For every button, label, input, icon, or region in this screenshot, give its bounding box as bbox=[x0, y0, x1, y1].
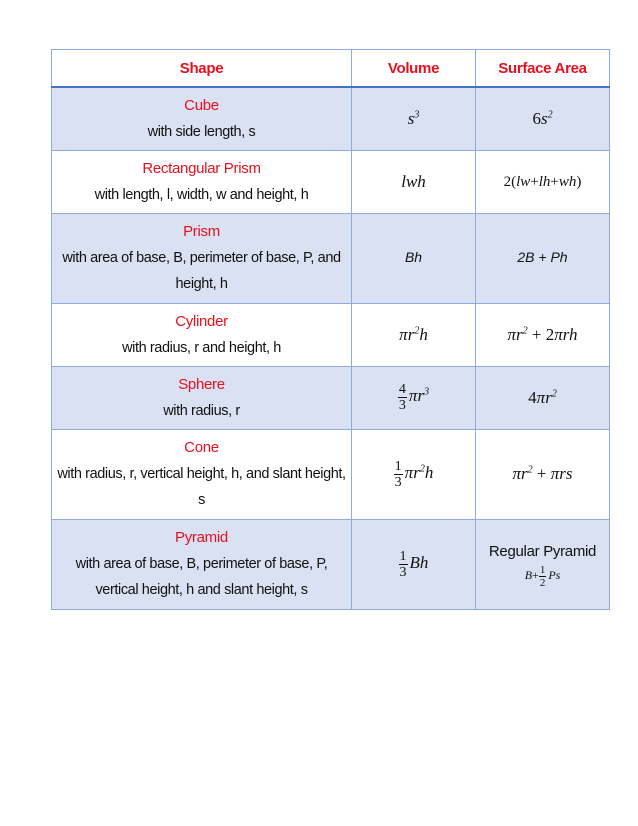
volume-formula: $\frac{1}{3}$ Bh bbox=[399, 548, 429, 580]
surface-cell bbox=[476, 429, 610, 519]
shape-desc: with area of base, B, perimeter of base, P, vertical height, h and slant height, s bbox=[75, 556, 328, 598]
volume-cell bbox=[352, 150, 476, 213]
surface-cell bbox=[476, 213, 610, 303]
table-row bbox=[52, 87, 610, 150]
volume-cell bbox=[352, 366, 476, 429]
table-row bbox=[52, 366, 610, 429]
surface-cell bbox=[476, 366, 610, 429]
volume-formula: $\frac{4}{3}$ $\pi r^3$ bbox=[398, 382, 430, 413]
shape-desc: with radius, r, vertical height, h, and slant height, s bbox=[57, 466, 346, 508]
shape-desc: with length, l, width, w and height, h bbox=[94, 186, 309, 203]
shape-name: Prism bbox=[183, 223, 220, 240]
table-row bbox=[52, 213, 610, 303]
surface-cell bbox=[476, 87, 610, 150]
shape-cell bbox=[52, 366, 352, 429]
table-row bbox=[52, 303, 610, 366]
surface-cell bbox=[476, 519, 610, 609]
table-row bbox=[52, 429, 610, 519]
surface-cell bbox=[476, 303, 610, 366]
surface-formula: $6s^2$ bbox=[532, 108, 553, 128]
surface-formula: $\pi r^2 + 2\pi rh$ bbox=[507, 324, 578, 344]
surface-formula: B+ $\frac{1}{2}$ Ps bbox=[524, 563, 561, 589]
surface-formula: $4\pi r^2$ bbox=[528, 387, 557, 407]
volume-cell bbox=[352, 303, 476, 366]
shape-name: Cylinder bbox=[175, 312, 228, 330]
shape-cell bbox=[52, 303, 352, 366]
table-row bbox=[52, 519, 610, 609]
shape-desc: with radius, r and height, h bbox=[122, 339, 281, 356]
volume-formula: lwh bbox=[401, 171, 426, 191]
volume-cell bbox=[352, 429, 476, 519]
volume-cell bbox=[352, 519, 476, 609]
shape-name: Cone bbox=[184, 439, 219, 456]
shape-name: Pyramid bbox=[175, 529, 228, 546]
surface-formula: 2B + Ph bbox=[517, 249, 568, 265]
shape-cell bbox=[52, 150, 352, 213]
volume-cell bbox=[352, 213, 476, 303]
volume-formula: Bh bbox=[404, 249, 423, 265]
volume-formula: $\pi r^2h$ bbox=[399, 324, 428, 344]
shape-name: Sphere bbox=[178, 375, 225, 393]
shape-desc: with side length, s bbox=[147, 123, 256, 140]
header-shape: Shape bbox=[52, 50, 352, 88]
surface-formula: $\pi r^2 + \pi rs$ bbox=[512, 464, 573, 483]
shape-cell bbox=[52, 429, 352, 519]
volume-cell bbox=[352, 87, 476, 150]
surface-formula: 2(lw+lh+wh) bbox=[503, 173, 582, 190]
shape-cell bbox=[52, 213, 352, 303]
formulas-table bbox=[51, 49, 610, 610]
shape-name: Rectangular Prism bbox=[142, 159, 261, 177]
surface-label: Regular Pyramid bbox=[488, 542, 597, 560]
shape-cell bbox=[52, 519, 352, 609]
table-row bbox=[52, 150, 610, 213]
header-surface-area: Surface Area bbox=[476, 50, 610, 88]
volume-formula: $s^3$ bbox=[407, 108, 420, 128]
shape-cell bbox=[52, 87, 352, 150]
volume-formula: $\frac{1}{3}$ $\pi r^2h$ bbox=[394, 458, 434, 490]
header-row bbox=[52, 50, 610, 88]
shape-desc: with area of base, B, perimeter of base, P, and height, h bbox=[62, 250, 341, 292]
shape-name: Cube bbox=[184, 96, 219, 114]
surface-cell bbox=[476, 150, 610, 213]
header-volume: Volume bbox=[352, 50, 476, 88]
shape-desc: with radius, r bbox=[163, 402, 240, 419]
